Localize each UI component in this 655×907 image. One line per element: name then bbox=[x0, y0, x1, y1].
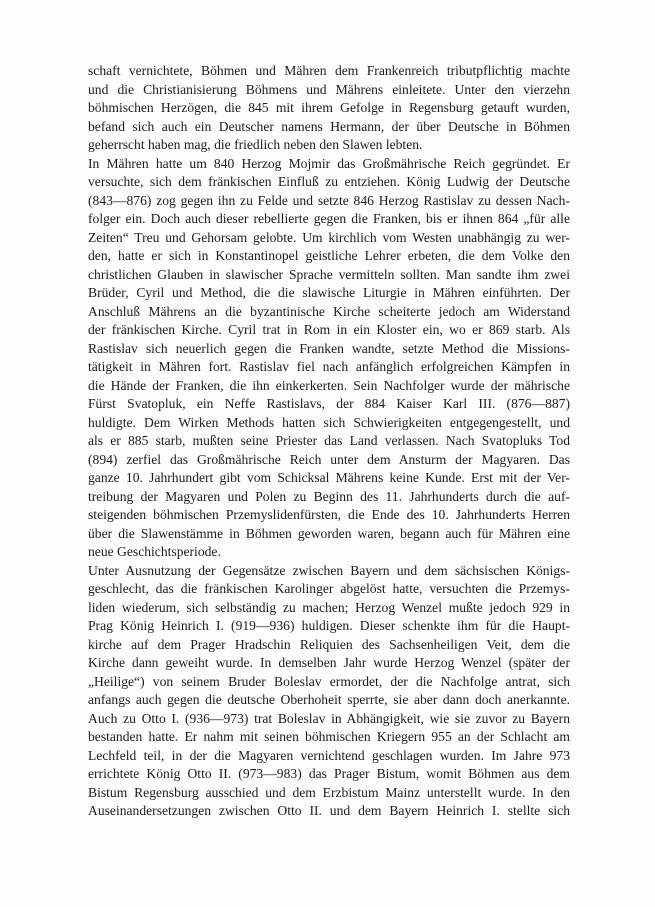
text-line: tätigkeit in Mähren fort. Rastislav fiel nach anfänglich erfolgreichen Kämpfen in bbox=[88, 359, 570, 374]
text-line: treibung der Magyaren und Polen zu Beginn des 11. Jahrhunderts durch die auf- bbox=[88, 488, 570, 504]
text-line: als er 885 starb, mußten seine Priester das Land verlassen. Nach Svatopluks Tod bbox=[88, 433, 570, 448]
text-line: und die Christianisierung Böhmens und Mährens einleitete. Unter den vierzehn bbox=[88, 81, 570, 97]
text-line: Kirche dann geweiht wurde. In demselben Jahr wurde Herzog Wenzel (später der bbox=[88, 655, 570, 670]
text-line: Lechfeld teil, in der die Magyaren vernichtend geschlagen wurden. Im Jahre 973 bbox=[88, 747, 570, 763]
text-line: geherrscht haben mag, die friedlich neben den Slawen lebten. bbox=[88, 137, 423, 152]
text-line: In Mähren hatte um 840 Herzog Mojmir das Großmährische Reich gegründet. Er bbox=[88, 155, 570, 171]
paragraph-2 bbox=[88, 155, 570, 562]
text-line: Anschluß Mährens an die byzantinische Kirche scheiterte jedoch am Widerstand bbox=[88, 303, 570, 319]
text-line: Unter Ausnutzung der Gegensätze zwischen Bayern und dem sächsischen Königs- bbox=[88, 562, 570, 578]
text-line: bestanden hatte. Er nahm mit seinen böhmischen Kriegern 955 an der Schlacht am bbox=[88, 729, 570, 744]
text-line: ganze 10. Jahrhundert gibt vom Schicksal Mährens keine Kunde. Erst mit der Ver- bbox=[88, 470, 570, 485]
text-line: Prag König Heinrich I. (919—936) huldigen. Dieser schenkte ihm für die Haupt- bbox=[88, 618, 570, 633]
text-line: steigenden böhmischen Przemyslidenfürsten, die Ende des 10. Jahrhunderts Herren bbox=[88, 507, 570, 522]
body-text bbox=[88, 62, 570, 821]
text-line: anfangs auch gegen die deutsche Oberhoheit sperrte, sie aber dann doch anerkannte. bbox=[88, 692, 570, 707]
text-line: errichtete König Otto II. (973—983) das Prager Bistum, womit Böhmen aus dem bbox=[88, 766, 570, 781]
paragraph-1 bbox=[88, 62, 570, 155]
text-line: befand sich auch ein Deutscher namens Hermann, der über Deutsche in Böhmen bbox=[88, 118, 570, 134]
text-line: neue Geschichtsperiode. bbox=[88, 544, 221, 559]
text-line: folger ein. Doch auch dieser rebellierte gegen die Franken, bis er ihnen 864 „für alle bbox=[88, 211, 570, 226]
text-line: huldigte. Dem Wirken Methods hatten sich Schwierigkeiten entgegengestellt, und bbox=[88, 414, 570, 430]
text-line: schaft vernichtete, Böhmen und Mähren dem Frankenreich tributpflichtig machte bbox=[88, 63, 570, 78]
text-line: Rastislav sich neuerlich gegen die Franken wandte, setzte Method die Missions- bbox=[88, 340, 570, 356]
text-line: Auch zu Otto I. (936—973) trat Boleslav in Abhängigkeit, wie sie zuvor zu Bayern bbox=[88, 710, 570, 726]
text-line: böhmischen Herzögen, die 845 mit ihrem Gefolge in Regensburg getauft wurden, bbox=[88, 100, 570, 115]
text-line: versuchte, sich dem fränkischen Einfluß zu entziehen. König Ludwig der Deutsche bbox=[88, 174, 570, 189]
text-line: geschlecht, das die fränkischen Karolinger abgelöst hatte, versuchten die Przemys- bbox=[88, 581, 570, 596]
text-line: Zeiten“ Treu und Gehorsam gelobte. Um kirchlich vom Westen unabhängig zu wer- bbox=[88, 229, 570, 245]
text-line: den, hatte er sich in Konstantinopel geistliche Lehrer erbeten, die dem Volke den bbox=[88, 248, 570, 263]
paragraph-3 bbox=[88, 562, 570, 821]
text-line: kirche auf dem Prager Hradschin Reliquien des Sachsenheiligen Veit, dem die bbox=[88, 636, 570, 652]
text-line: Brüder, Cyril und Method, die die slawische Liturgie in Mähren einführten. Der bbox=[88, 285, 570, 300]
text-line: die Hände der Franken, die ihn einkerkerten. Sein Nachfolger wurde der mährische bbox=[88, 377, 570, 393]
text-line: Bistum Regensburg ausschied und dem Erzbistum Mainz unterstellt wurde. In den bbox=[88, 784, 570, 800]
text-line: christlichen Glauben in slawischer Sprache vermitteln sollten. Man sandte ihm zwei bbox=[88, 266, 570, 282]
text-line: (894) zerfiel das Großmährische Reich unter dem Ansturm der Magyaren. Das bbox=[88, 451, 570, 467]
text-line: liden wiederum, sich selbständig zu machen; Herzog Wenzel mußte jedoch 929 in bbox=[88, 599, 570, 615]
text-line: Auseinandersetzungen zwischen Otto II. und dem Bayern Heinrich I. stellte sich bbox=[88, 803, 570, 818]
text-line: Fürst Svatopluk, ein Neffe Rastislavs, der 884 Kaiser Karl III. (876—887) bbox=[88, 396, 570, 411]
text-line: der fränkischen Kirche. Cyril trat in Rom in ein Kloster ein, wo er 869 starb. Als bbox=[88, 322, 570, 337]
text-line: über die Slawenstämme in Böhmen geworden waren, begann auch für Mähren eine bbox=[88, 525, 570, 541]
text-line: „Heilige“) von seinem Bruder Boleslav ermordet, der die Nachfolge antrat, sich bbox=[88, 673, 570, 689]
text-line: (843—876) zog gegen ihn zu Felde und setzte 846 Herzog Rastislav zu dessen Nach- bbox=[88, 192, 570, 208]
